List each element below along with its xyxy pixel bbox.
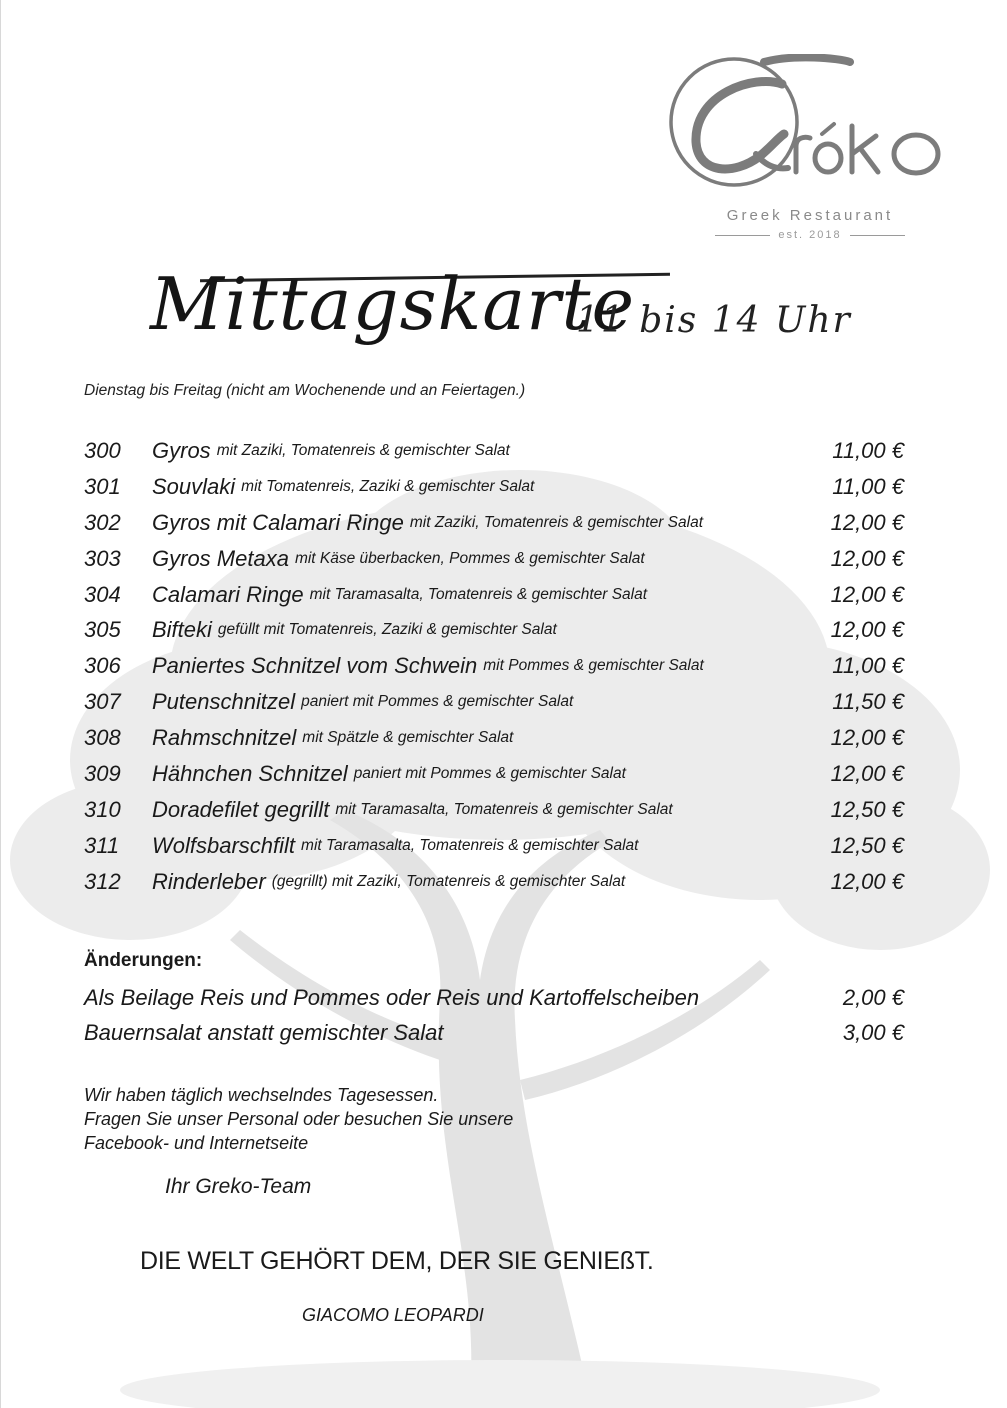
changes-heading: Änderungen:: [84, 950, 203, 971]
item-number: 311: [84, 832, 120, 858]
item-dish: Rahmschnitzel: [152, 725, 297, 751]
changes-list: [84, 980, 904, 1051]
item-description: mit Käse überbacken, Pommes & gemischter Salat: [294, 549, 645, 567]
item-dish: Wolfsbarschfilt: [152, 832, 296, 858]
item-dish: Bifteki: [152, 617, 212, 643]
menu-list: [84, 433, 904, 900]
item-description: mit Zaziki, Tomatenreis & gemischter Salat: [216, 441, 510, 459]
menu-item: [84, 684, 904, 720]
item-price: 12,00 €: [830, 725, 904, 751]
team-signature: Ihr Greko-Team: [165, 1175, 312, 1198]
menu-item: [84, 505, 904, 541]
item-number: 308: [84, 725, 121, 751]
item-price: 11,00 €: [832, 473, 904, 499]
item-number: 300: [84, 437, 121, 463]
menu-item: [84, 792, 904, 828]
menu-item: [84, 648, 904, 684]
item-price: 12,00 €: [830, 545, 904, 571]
item-number: 307: [84, 689, 121, 715]
item-number: 306: [84, 653, 121, 679]
greko-logo: [664, 54, 954, 254]
change-price: 3,00 €: [842, 1020, 904, 1046]
menu-item: [84, 864, 904, 900]
item-description: mit Zaziki, Tomatenreis & gemischter Salat: [409, 513, 704, 531]
quote-text: DIE WELT GEHÖRT DEM, DER SIE GENIEßT.: [140, 1247, 654, 1275]
item-price: 12,50 €: [830, 796, 904, 822]
item-description: mit Pommes & gemischter Salat: [483, 657, 704, 675]
item-price: 12,00 €: [830, 581, 904, 607]
change-label: Als Beilage Reis und Pommes oder Reis und Kartoffelscheiben: [84, 984, 700, 1010]
menu-item: [84, 612, 904, 648]
item-dish: Gyros: [152, 437, 211, 463]
item-price: 12,00 €: [830, 760, 904, 786]
menu-item: [84, 720, 904, 756]
item-dish: Souvlaki: [152, 473, 236, 499]
item-description: paniert mit Pommes & gemischter Salat: [353, 764, 626, 782]
item-dish: Paniertes Schnitzel vom Schwein: [152, 653, 478, 679]
menu-item: [84, 577, 904, 613]
menu-item: [84, 756, 904, 792]
item-price: 12,50 €: [830, 832, 904, 858]
divider: [715, 235, 770, 236]
page-title: Mittagskarte: [150, 262, 636, 346]
item-description: mit Tomatenreis, Zaziki & gemischter Salat: [241, 477, 535, 495]
menu-item: [84, 541, 904, 577]
menu-item: [84, 433, 904, 469]
item-price: 11,50 €: [832, 689, 904, 715]
item-dish: Gyros Metaxa: [152, 545, 289, 571]
item-description: mit Taramasalta, Tomatenreis & gemischter Salat: [335, 800, 673, 818]
item-description: mit Taramasalta, Tomatenreis & gemischter Salat: [309, 585, 648, 603]
quote-author: GIACOMO LEOPARDI: [302, 1305, 484, 1325]
note-line: Fragen Sie unser Personal oder besuchen Sie unsere: [84, 1109, 514, 1129]
menu-item: [84, 469, 904, 505]
item-dish: Putenschnitzel: [152, 689, 296, 715]
opening-hours: 11 bis 14 Uhr: [576, 300, 852, 341]
change-item: [84, 1016, 904, 1052]
established-text: est. 2018: [778, 229, 842, 241]
logo-established: [712, 229, 908, 241]
item-price: 11,00 €: [832, 653, 904, 679]
divider: [850, 235, 905, 236]
item-dish: Gyros mit Calamari Ringe: [152, 509, 404, 535]
availability-note: Dienstag bis Freitag (nicht am Wochenende und an Feiertagen.): [84, 382, 526, 399]
item-dish: Doradefilet gegrillt: [152, 796, 330, 822]
item-price: 12,00 €: [830, 617, 904, 643]
item-number: 312: [84, 868, 121, 894]
item-description: gefüllt mit Tomatenreis, Zaziki & gemischter Salat: [217, 621, 557, 639]
item-price: 12,00 €: [830, 868, 904, 894]
item-dish: Hähnchen Schnitzel: [152, 760, 348, 786]
item-number: 304: [84, 581, 121, 607]
item-number: 310: [84, 796, 121, 822]
item-price: 12,00 €: [830, 509, 904, 535]
note-line: Wir haben täglich wechselndes Tagesessen.: [84, 1085, 439, 1105]
item-description: paniert mit Pommes & gemischter Salat: [301, 693, 574, 711]
item-dish: Rinderleber: [152, 868, 266, 894]
menu-item: [84, 828, 904, 864]
item-description: mit Spätzle & gemischter Salat: [302, 729, 514, 747]
change-label: Bauernsalat anstatt gemischter Salat: [84, 1020, 444, 1046]
item-number: 303: [84, 545, 121, 571]
daily-special-note: [84, 1083, 513, 1155]
item-dish: Calamari Ringe: [152, 581, 304, 607]
change-price: 2,00 €: [842, 984, 904, 1010]
item-price: 11,00 €: [832, 437, 904, 463]
logo-subtitle: Greek Restaurant: [726, 207, 894, 224]
change-item: [84, 980, 904, 1016]
item-number: 302: [84, 509, 121, 535]
item-description: mit Taramasalta, Tomatenreis & gemischter Salat: [301, 836, 639, 854]
note-line: Facebook- und Internetseite: [84, 1133, 309, 1153]
item-description: (gegrillt) mit Zaziki, Tomatenreis & gemischter Salat: [271, 872, 626, 890]
item-number: 309: [84, 760, 121, 786]
item-number: 301: [84, 473, 121, 499]
item-number: 305: [84, 617, 121, 643]
